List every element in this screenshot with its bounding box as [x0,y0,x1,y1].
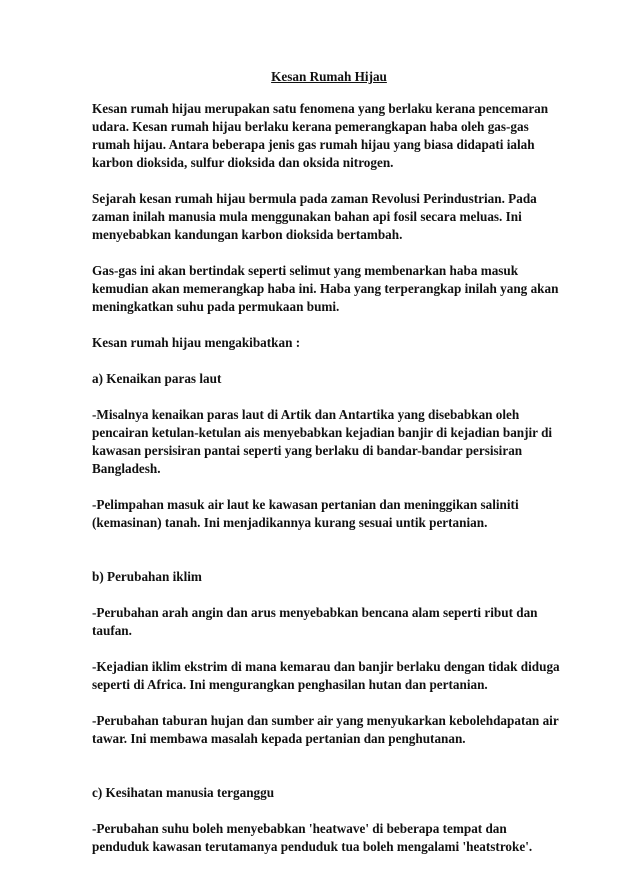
text-line: Sejarah kesan rumah hijau bermula pada zaman Revolusi Perindustrian. Pada [92,191,537,206]
text-line: -Perubahan taburan hujan dan sumber air yang menyukarkan kebolehdapatan air [92,713,559,728]
document-title: Kesan Rumah Hijau [271,69,387,84]
paragraph [92,190,548,244]
paragraph [92,370,548,388]
text-line: -Perubahan arah angin dan arus menyebabkan bencana alam seperti ribut dan [92,605,538,620]
paragraph [92,712,559,748]
text-line: penduduk kawasan terutamanya penduduk tua boleh mengalami 'heatstroke'. [92,839,533,854]
paragraph [92,604,548,640]
text-line: pencairan ketulan-ketulan ais menyebabkan kejadian banjir di kejadian banjir di [92,425,553,440]
text-line: -Pelimpahan masuk air laut ke kawasan pertanian dan meninggikan saliniti [92,497,519,512]
text-line: -Misalnya kenaikan paras laut di Artik dan Antartika yang disebabkan oleh [92,407,520,422]
text-line: menyebabkan kandungan karbon dioksida bertambah. [92,227,403,242]
text-line: udara. Kesan rumah hijau berlaku kerana pemerangkapan haba oleh gas-gas [92,119,529,134]
text-line: karbon dioksida, sulfur dioksida dan oksida nitrogen. [92,155,394,170]
text-line: taufan. [92,623,132,638]
paragraph [92,820,548,856]
text-line: -Kejadian iklim ekstrim di mana kemarau dan banjir berlaku dengan tidak diduga [92,659,560,674]
blank-line [92,550,548,568]
paragraph [92,406,553,478]
text-line: (kemasinan) tanah. Ini menjadikannya kurang sesuai untik pertanian. [92,515,488,530]
paragraph [92,334,548,352]
text-line: Gas-gas ini akan bertindak seperti selimut yang membenarkan haba masuk [92,263,519,278]
text-line: c) Kesihatan manusia terganggu [92,785,275,800]
document-body [92,100,560,856]
text-line: Kesan rumah hijau mengakibatkan : [92,335,301,350]
paragraph [92,262,559,316]
text-line: tawar. Ini membawa masalah kepada pertanian dan penghutanan. [92,731,466,746]
paragraph [92,568,548,586]
text-line: zaman inilah manusia mula menggunakan bahan api fosil secara meluas. Ini [92,209,522,224]
document-page [92,69,560,874]
blank-line [92,766,548,784]
text-line: a) Kenaikan paras laut [92,371,222,386]
text-line: kawasan persisiran pantai seperti yang berlaku di bandar-bandar persisiran [92,443,523,458]
text-line: meningkatkan suhu pada permukaan bumi. [92,299,340,314]
paragraph [92,496,548,532]
text-line: b) Perubahan iklim [92,569,202,584]
text-line: Kesan rumah hijau merupakan satu fenomena yang berlaku kerana pencemaran [92,101,549,116]
text-line: Bangladesh. [92,461,161,476]
paragraph [92,658,560,694]
paragraph [92,784,548,802]
text-line: -Perubahan suhu boleh menyebabkan 'heatwave' di beberapa tempat dan [92,821,507,836]
text-line: kemudian akan memerangkap haba ini. Haba yang terperangkap inilah yang akan [92,281,559,296]
text-line: rumah hijau. Antara beberapa jenis gas rumah hijau yang biasa didapati ialah [92,137,535,152]
text-line: seperti di Africa. Ini mengurangkan penghasilan hutan dan pertanian. [92,677,488,692]
paragraph [92,100,548,172]
